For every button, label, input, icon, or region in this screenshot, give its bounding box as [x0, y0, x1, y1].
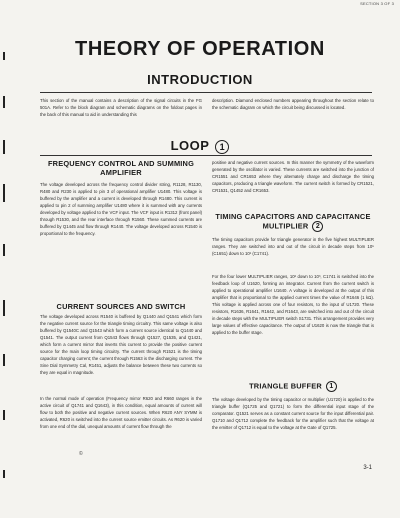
margin-tick — [3, 96, 5, 108]
copyright-symbol: © — [79, 451, 83, 457]
timing-capacitors-text-2: For the four lower MULTIPLIER ranges, 10² down to 10³, C1741 is switched into the feedback loop of U1620, forming an integrator. Current from the current switch is applied to operational amplifier U1640. A voltage is developed at the output of this amplifier that is proportional to the applied current times the value of R1646 (1 kΩ). This voltage is applied across one of four resistors, to the input of U1720. These resistors, R1636, R1641, R1642, and R1643, are switched into and out of the circuit in decade steps with the MULTIPLIER switch S1731. This arrangement provides very large values of effective capacitance. The output of U1620 is now the triangle that is applied to the buffer stage. — [212, 274, 374, 335]
margin-tick — [3, 244, 5, 256]
section-heading-timing-capacitors — [212, 212, 374, 232]
diamond-number-badge: 2 — [312, 221, 323, 232]
page-title: THEORY OF OPERATION — [75, 38, 325, 60]
section-heading-current-sources: CURRENT SOURCES AND SWITCH — [56, 302, 186, 311]
diamond-number-badge: 1 — [326, 381, 337, 392]
right-column-intro-text: positive and negative current sources. In this manner the symmetry of the waveform generated by the oscillator is varied. These currents are switched into the junction of CR1551 and CR1653 where they alternately charge and discharge the timing capacitors, producing a triangle waveform. The current switch is formed by CR1521, CR1531, Q1452 and CR1653. — [212, 160, 374, 193]
header-corner-text: SECTION 3 OF 3 — [360, 1, 394, 6]
frequency-control-text: The voltage developed across the frequency control divider string, R1128, R1130, R480 and R230 is applied to pin 3 of operational amplifier U1480. This voltage is buffered by the amplifier and a current is developed through R1480. This current is applied to pin 2 of summing amplifier U1480 where it is summed with any currents developed by voltage applied to the VCF input. The VCF input is R1312 (front panel) through R1530, and the rear interface through R1560. These summed currents are buffered by Q1445 and flow through R1440. The voltage developed across R1540 is proportional to the frequency. — [40, 182, 202, 236]
introduction-right-text: description. Diamond enclosed numbers appearing throughout the section relate to the schematic diagram on which the circuit being discussed is located. — [212, 98, 374, 110]
introduction-left-text: This section of the manual contains a description of the signal circuits in the FG 501A. Refer to the block diagram and schematic diagrams on the foldout pages in the back of this manual to aid in understanding this — [40, 98, 202, 117]
margin-tick — [3, 410, 5, 420]
current-sources-text: The voltage developed across R1540 is buffered by Q1440 and Q1541 which form the negative current source for the triangle timing circuitry. This same voltage is also buffered by Q1540C and Q1543 which form a current source identical to Q1440 and Q1541. The output current from Q1543 flows through Q1527, Q1535, and Q1421, which form a current mirror that inverts this current to provide the positive current source for the main loop timing circuitry. The current through R1521 is the timing capacitor charging current; the current through R1563 is the discharging current. The Sine Dial Symmetry Cal, R1451, adjusts the balance between these two currents so they are equal in magnitude. — [40, 314, 202, 375]
margin-tick — [3, 354, 5, 366]
timing-heading-text: TIMING CAPACITORS AND CAPACITANCE MULTIPLIER — [215, 212, 371, 231]
timing-capacitors-text-1: The timing capacitors provide for triangle generator in the five highest MULTIPLIER ranges. They are switched into and out of the circuit in decade steps from 10⁵ (C1651) down to 10¹ (C1741). — [212, 237, 374, 256]
divider — [40, 155, 372, 156]
page-number: 3-1 — [363, 465, 372, 471]
diamond-number-badge: 1 — [215, 140, 229, 154]
loop-heading — [0, 138, 400, 154]
current-sources-continued-text: In the normal mode of operation (Frequency mirror R620 and R660 ranges in the active circuit of Q1741 and Q1643), in this condition, equal amounts of current will flow to both the positive and negative current sources. When R620 ANY SYMM is activated, R620 is switched into the current source emitter circuits. As R620 is varied from one end of the dial, unequal amounts of current flow through the — [40, 396, 202, 429]
margin-tick — [3, 184, 5, 202]
introduction-heading: INTRODUCTION — [147, 72, 253, 87]
margin-tick — [3, 300, 5, 316]
margin-tick — [3, 470, 5, 478]
section-heading-triangle-buffer — [212, 381, 374, 392]
divider — [40, 92, 372, 93]
triangle-buffer-heading-text: TRIANGLE BUFFER — [249, 381, 322, 391]
section-heading-frequency-control: FREQUENCY CONTROL AND SUMMING AMPLIFIER — [47, 159, 195, 177]
loop-heading-text: LOOP — [170, 138, 210, 153]
triangle-buffer-text: The voltage developed by the timing capacitor or multiplier (U1720) is applied to the triangle buffer (Q1725 and Q1721) to form the differential input stage of the comparator. Q1521 serves as a constant current source for the input differential pair. Q1710 and Q1712 complete the feedback for the amplifier such that the voltage at the emitter of Q1712 is equal to the voltage at the Gate of Q1725. — [212, 397, 374, 430]
